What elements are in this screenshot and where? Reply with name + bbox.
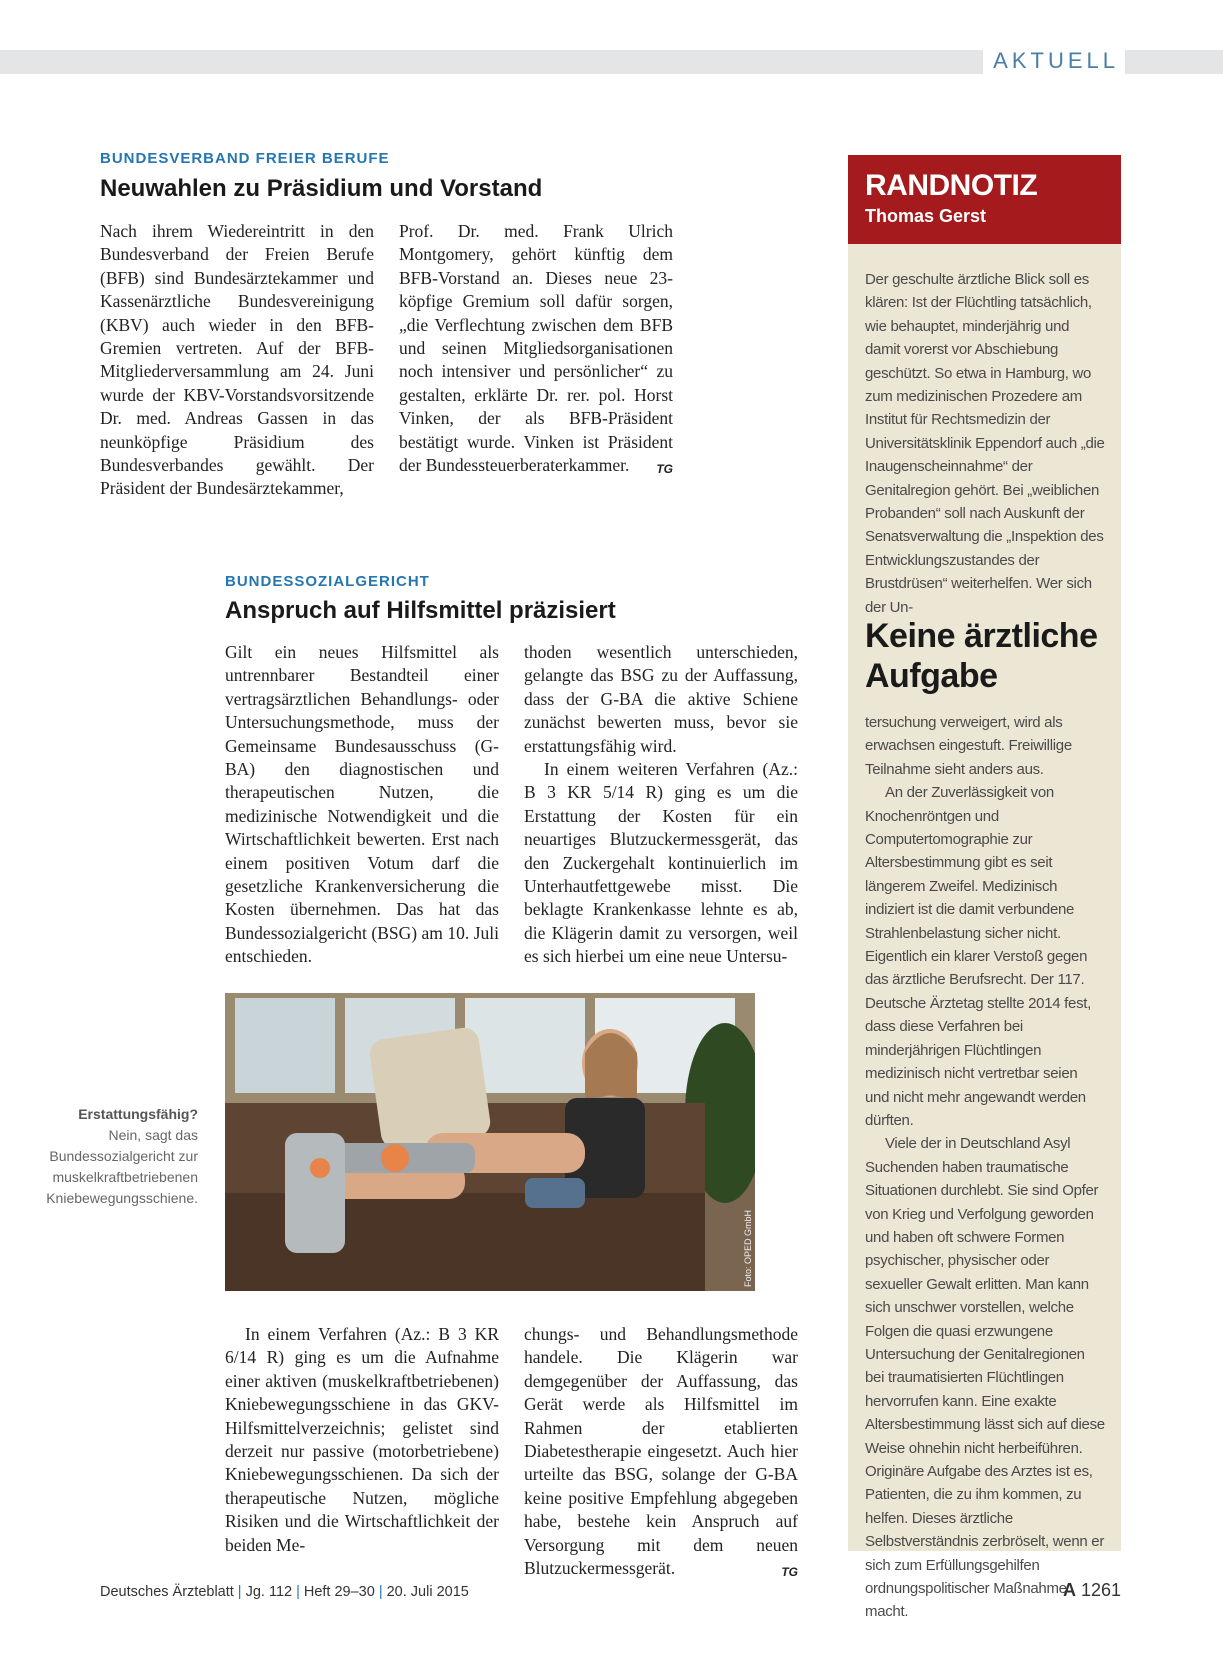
footer-volume: Jg. 112 <box>245 1584 293 1600</box>
article2-column-3 <box>225 1323 499 1557</box>
sidebar-intro <box>865 268 1105 619</box>
article1-title: Neuwahlen zu Präsidium und Vorstand <box>100 175 543 202</box>
article2-col2-p2: In einem weiteren Verfahren (Az.: B 3 KR 5/14 R) ging es um die Erstattung der Kosten für ein neuartiges Blutzuckermessgerät, das den Zuckergehalt kontinuierlich im Unterhautfettgewebe misst. Die beklagte Krankenkasse lehnte es ab, die Klägerin damit zu versorgen, weil es sich hierbei um eine neue Untersu- <box>524 759 798 967</box>
sidebar-author: Thomas Gerst <box>865 206 987 226</box>
article1-signature: TG <box>656 462 673 477</box>
article1-column-2 <box>399 220 673 481</box>
sidebar-intro-text: Der geschulte ärztliche Blick soll es klären: Ist der Flüchtling tatsächlich, wie behauptet, minderjährig und damit vorerst vor Abschiebung geschützt. So etwa in Hamburg, wo zum medizinischen Prozedere am Institut für Rechtsmedizin der Universitätsklinik Eppendorf auch „die Inaugenscheinnahme“ der Genitalregion gehört. Bei „weiblichen Probanden“ soll nach Auskunft der Senatsverwaltung die „Inspektion des Entwicklungszustandes der Brustdrüsen“ weiterhelfen. Wer sich der Un- <box>865 271 1105 616</box>
footer-date: 20. Juli 2015 <box>386 1584 469 1600</box>
article1-col2-text: Prof. Dr. med. Frank Ulrich Montgomery, gehört künftig dem BFB-Vorstand an. Dieses neue 23-köpfige Gremium soll dafür sorgen, „die Verflechtung zwischen dem BFB und seinen Mitgliedsorganisationen noch intensiver und persönlicher“ zu gestalten, erklärte Dr. rer. pol. Horst Vinken, der als BFB-Präsident bestätigt wurde. Vinken ist Präsident der Bundessteuerberaterkammer. <box>399 221 673 476</box>
article2-column-1 <box>225 641 499 969</box>
article2-column-4 <box>524 1323 798 1584</box>
article2-title: Anspruch auf Hilfsmittel präzisiert <box>225 597 616 624</box>
sidebar-p3: Viele der in Deutschland Asyl Suchenden haben traumatische Situationen durchlebt. Sie sind Opfer von Krieg und Verfolgung geworden und haben oft schwere Formen psychischer, physischer oder sexueller Gewalt erlitten. Man kann sich unschwer vorstellen, welche Folgen die quasi erzwungene Untersuchung der Genitalregionen bei traumatisierten Flüchtlingen hervorrufen kann. Eine exakte Altersbestimmung lässt sich auf diese Weise ohnehin nicht herbeiführen. Originäre Aufgabe des Arztes ist es, Patienten, die zu ihm kommen, zu helfen. Dieses ärztliche Selbstverständnis zerbröselt, wenn er sich zum Erfüllungsgehilfen ordnungspolitischer Maßnahme macht. <box>865 1135 1105 1621</box>
photo-caption <box>40 1104 198 1209</box>
footer: Deutsches Ärzteblatt | Jg. 112 | Heft 29–30 | 20. Juli 2015 <box>100 1584 469 1600</box>
knee-splint-photo <box>225 993 755 1291</box>
sidebar-body <box>865 711 1105 1624</box>
article2-col3-p1: In einem Verfahren (Az.: B 3 KR 6/14 R) ging es um die Aufnahme einer aktiven (muskelkraftbetriebenen) Kniebewegungsschiene in das GKV-Hilfsmittelverzeichnis; gelistet sind derzeit nur passive (motorbetriebene) Kniebewegungsschienen. Da sich der therapeutische Nutzen, mögliche Risiken und die Wirtschaftlichkeit der beiden Me- <box>225 1324 499 1555</box>
article2-col4-p1: chungs- und Behandlungsmethode handele. Die Klägerin war demgegenüber der Auffassung, das Gerät werde als Hilfsmittel im Rahmen der etablierten Diabetestherapie eingesetzt. Auch hier urteilte das BSG, solange der G-BA keine positive Empfehlung abgegeben habe, bestehe kein Anspruch auf Versorgung mit dem neuen Blutzuckermessgerät. <box>524 1324 798 1579</box>
sidebar-p2: An der Zuverlässigkeit von Knochenröntgen und Computertomographie zur Altersbestimmung gibt es seit längerem Zweifel. Medizinisch indiziert ist die damit verbundene Strahlenbelastung sicher nicht. Eigentlich ein klarer Verstoß gegen das ärztliche Berufsrecht. Der 117. Deutsche Ärztetag stellte 2014 fest, dass diese Verfahren bei minderjährigen Flüchtlingen medizinisch nicht vertretbar seien und nicht mehr angewandt werden dürften. <box>865 784 1091 1129</box>
article2-col1-p1: Gilt ein neues Hilfsmittel als untrennbarer Bestandteil einer vertragsärztlichen Behandlungs- oder Untersuchungsmethode, muss der Gemeinsame Bundesausschuss (G-BA) den diagnostischen und therapeutischen Nutzen, die medizinische Notwendigkeit und die Wirtschaftlichkeit bewerten. Erst nach einem positiven Votum darf die gesetzliche Krankenversicherung die Kosten übernehmen. Das hat das Bundessozialgericht (BSG) am 10. Juli entschieden. <box>225 642 499 967</box>
sidebar-p1: tersuchung verweigert, wird als erwachsen eingestuft. Freiwillige Teilnahme sieht anders aus. <box>865 714 1072 778</box>
article2-kicker: BUNDESSOZIALGERICHT <box>225 573 430 590</box>
caption-title: Erstattungsfähig? <box>78 1106 198 1122</box>
photo-illustration <box>225 993 755 1291</box>
sidebar-label: RANDNOTIZ <box>865 169 1038 202</box>
page-number-value: 1261 <box>1080 1580 1121 1600</box>
photo-credit: Foto: OPED GmbH <box>743 1209 753 1287</box>
caption-text: Nein, sagt das Bundessozialgericht zur muskelkraftbetriebenen Kniebewegungsschiene. <box>46 1127 198 1206</box>
article2-column-2 <box>524 641 798 969</box>
sidebar-header <box>848 155 1121 244</box>
article1-kicker: BUNDESVERBAND FREIER BERUFE <box>100 150 390 167</box>
footer-journal: Deutsches Ärzteblatt <box>100 1584 234 1600</box>
article1-column-1 <box>100 220 374 501</box>
section-label: AKTUELL <box>983 46 1125 76</box>
footer-issue: Heft 29–30 <box>303 1584 375 1600</box>
article1-col1-text: Nach ihrem Wiedereintritt in den Bundesverband der Freien Berufe (BFB) sind Bundesärztekammer und Kassenärztliche Bundesvereinigung (KBV) auch wieder in den BFB-Gremien vertreten. Auf der BFB-Mitgliederversammlung am 24. Juni wurde der KBV-Vorstandsvorsitzende Dr. med. Andreas Gassen in das neunköpfige Präsidium des Bundesverbandes gewählt. Der Präsident der Bundesärztekammer, <box>100 221 374 499</box>
page-prefix: A <box>1062 1580 1076 1600</box>
page-number <box>1063 1580 1121 1601</box>
article2-col2-p1: thoden wesentlich unterschieden, gelangte das BSG zu der Auffassung, dass der G-BA die aktive Schiene zunächst bewerten muss, bevor sie erstattungsfähig wird. <box>524 642 798 756</box>
sidebar-headline: Keine ärztliche Aufgabe <box>865 617 1098 695</box>
article2-signature: TG <box>781 1565 798 1580</box>
